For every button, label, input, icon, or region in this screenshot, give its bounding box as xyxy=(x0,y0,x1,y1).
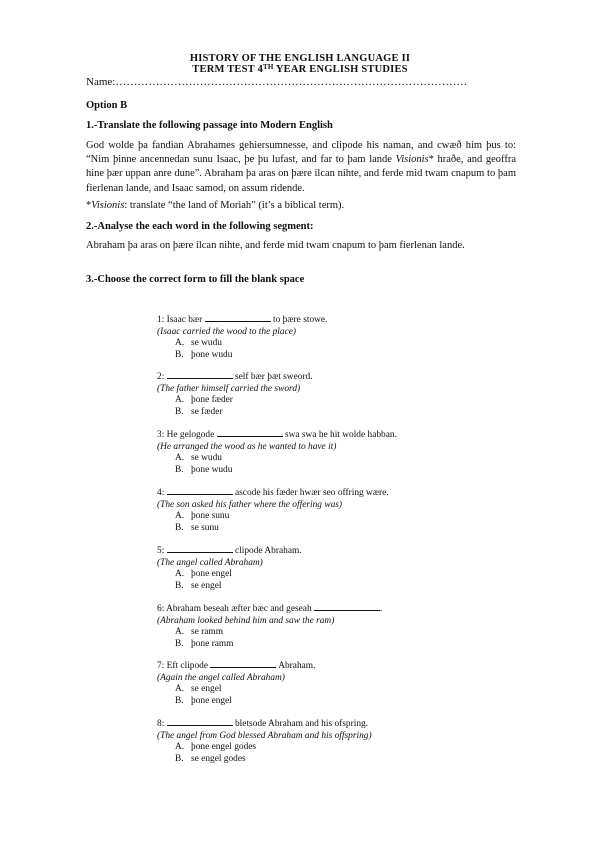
question-translation: (Abraham looked behind him and saw the ram) xyxy=(157,615,335,626)
option-letter: A. xyxy=(175,453,185,464)
option-text: þone fæder xyxy=(191,395,233,406)
option-a[interactable] xyxy=(157,511,457,523)
test-title: TERM TEST 4TH YEAR ENGLISH STUDIES xyxy=(192,63,408,75)
option-letter: B. xyxy=(175,638,184,649)
course-title: HISTORY OF THE ENGLISH LANGUAGE II xyxy=(189,53,411,64)
question-stem xyxy=(157,428,457,442)
blank-space[interactable] xyxy=(167,717,233,726)
option-text: se engel godes xyxy=(191,753,246,764)
stem-text: 8: xyxy=(157,719,167,729)
option-b[interactable] xyxy=(157,639,457,651)
question-translation: (Isaac carried the wood to the place) xyxy=(157,326,297,337)
question-stem xyxy=(157,544,457,558)
blank-space[interactable] xyxy=(210,659,276,668)
stem-text: ascode his fæder hwær seo offring wære. xyxy=(232,488,389,498)
section-1-heading: 1.-Translate the following passage into Modern English xyxy=(86,120,333,131)
option-letter: A. xyxy=(175,684,185,695)
option-text: þone engel godes xyxy=(191,742,257,753)
blank-space[interactable] xyxy=(217,428,283,437)
question-7 xyxy=(157,659,457,707)
stem-text: 4: xyxy=(157,488,167,498)
option-text: se engel xyxy=(191,684,222,695)
question-translation: (The father himself carried the sword) xyxy=(157,383,301,394)
option-a[interactable] xyxy=(157,453,457,465)
option-letter: B. xyxy=(175,753,184,764)
option-text: se wudu xyxy=(191,453,222,464)
section-2-heading: 2.-Analyse the each word in the following segment: xyxy=(86,221,314,232)
passage-text: God wolde þa fandian Abrahames gehiersumnesse, and clipode his naman, and cwæð him þus to: “Nim þinne ancennedan sunu Isaac, þe þu lufast, and far to þam lande Visionis* hraðe, and geoffra hine þær uppan anre dune”. Abraham þa aras on þære ilcan nihte, and ferde mid twam cnapum to þam fierlenan lande, and Isaac samod, on assum ridende. xyxy=(86,140,516,194)
option-letter: A. xyxy=(175,627,185,638)
option-text: se sunu xyxy=(191,522,219,533)
question-translation: (The angel from God blessed Abraham and his offspring) xyxy=(157,730,372,741)
question-2 xyxy=(157,370,457,418)
option-b[interactable] xyxy=(157,523,457,535)
visionis-note: *Visionis: translate “the land of Moriah” (it’s a biblical term). xyxy=(86,200,345,211)
option-letter: A. xyxy=(175,569,185,580)
option-letter: B. xyxy=(175,695,184,706)
option-letter: B. xyxy=(175,464,184,475)
option-text: se wudu xyxy=(191,338,222,349)
question-stem xyxy=(157,313,457,327)
option-letter: A. xyxy=(175,742,185,753)
question-stem xyxy=(157,602,457,616)
option-text: se fæder xyxy=(191,406,223,417)
option-letter: B. xyxy=(175,406,184,417)
blank-space[interactable] xyxy=(205,313,271,322)
option-a[interactable] xyxy=(157,338,457,350)
option-a[interactable] xyxy=(157,627,457,639)
stem-text: . xyxy=(379,604,383,614)
option-text: þone wudu xyxy=(191,349,233,360)
stem-text: 7: Eft clipode xyxy=(157,661,211,671)
blank-space[interactable] xyxy=(167,486,233,495)
question-8 xyxy=(157,717,457,765)
option-text: þone ramm xyxy=(191,638,234,649)
option-letter: A. xyxy=(175,395,185,406)
option-letter: B. xyxy=(175,349,184,360)
question-stem xyxy=(157,717,457,731)
option-letter: B. xyxy=(175,580,184,591)
question-stem xyxy=(157,370,457,384)
section-3-heading: 3.-Choose the correct form to fill the blank space xyxy=(86,274,305,285)
question-4 xyxy=(157,486,457,534)
stem-text: clipode Abraham. xyxy=(232,546,302,556)
stem-text: 1: Isaac bær xyxy=(157,315,205,325)
question-3 xyxy=(157,428,457,476)
option-b[interactable] xyxy=(157,581,457,593)
stem-text: to þære stowe. xyxy=(270,315,328,325)
option-text: þone engel xyxy=(191,569,232,580)
option-b[interactable] xyxy=(157,754,457,766)
option-letter: B. xyxy=(175,522,184,533)
segment-text: Abraham þa aras on þære ilcan nihte, and ferde mid twam cnapum to þam fierlenan lande. xyxy=(86,240,465,251)
stem-text: self bær þæt sweord. xyxy=(232,372,313,382)
option-text: þone wudu xyxy=(191,464,233,475)
option-text: þone sunu xyxy=(191,511,230,522)
option-a[interactable] xyxy=(157,569,457,581)
option-letter: A. xyxy=(175,511,185,522)
question-1 xyxy=(157,313,457,361)
stem-text: 6: Abraham beseah æfter bæc and geseah xyxy=(157,604,314,614)
option-a[interactable] xyxy=(157,684,457,696)
blank-space[interactable] xyxy=(314,602,380,611)
option-letter: A. xyxy=(175,338,185,349)
option-text: se ramm xyxy=(191,627,224,638)
blank-space[interactable] xyxy=(167,370,233,379)
option-b[interactable] xyxy=(157,465,457,477)
question-stem xyxy=(157,486,457,500)
stem-text: swa swa he hit wolde habban. xyxy=(282,430,397,440)
stem-text: Abraham. xyxy=(276,661,316,671)
question-translation: (The angel called Abraham) xyxy=(157,557,263,568)
option-text: þone engel xyxy=(191,695,232,706)
question-stem xyxy=(157,659,457,673)
stem-text: 3: He gelogode xyxy=(157,430,217,440)
name-field[interactable]: Name:…………………………………………………………………………………… xyxy=(86,76,468,88)
stem-text: 2: xyxy=(157,372,167,382)
question-translation: (Again the angel called Abraham) xyxy=(157,672,285,683)
option-b[interactable] xyxy=(157,407,457,419)
question-6 xyxy=(157,602,457,650)
blank-space[interactable] xyxy=(167,544,233,553)
option-label: Option B xyxy=(86,100,128,111)
question-translation: (He arranged the wood as he wanted to have it) xyxy=(157,441,337,452)
stem-text: 5: xyxy=(157,546,167,556)
stem-text: bletsode Abraham and his ofspring. xyxy=(232,719,369,729)
option-b[interactable] xyxy=(157,696,457,708)
option-a[interactable] xyxy=(157,395,457,407)
question-5 xyxy=(157,544,457,592)
question-translation: (The son asked his father where the offering was) xyxy=(157,499,343,510)
option-text: se engel xyxy=(191,580,222,591)
option-a[interactable] xyxy=(157,742,457,754)
option-b[interactable] xyxy=(157,350,457,362)
